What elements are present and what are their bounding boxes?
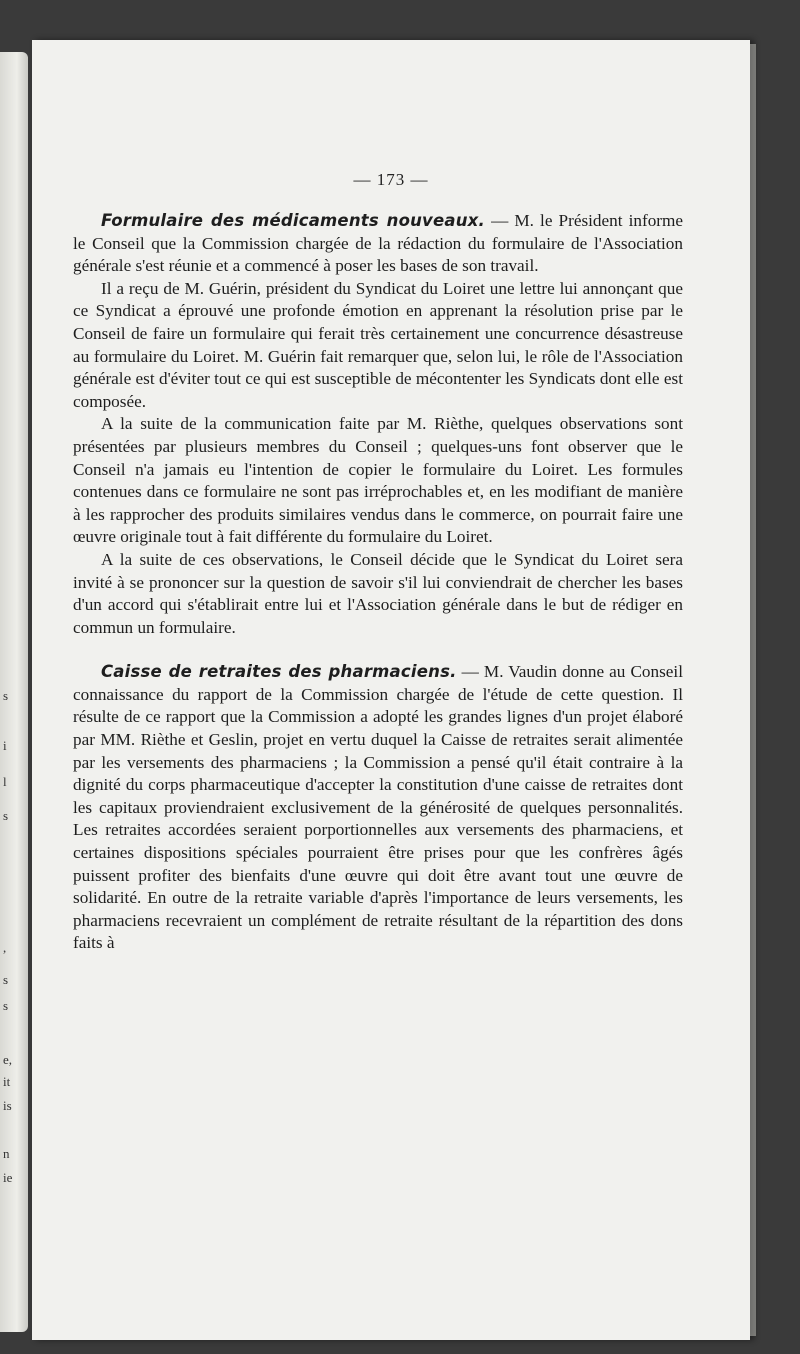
margin-fragment: ,: [3, 940, 7, 955]
section-heading: Formulaire des médicaments nouveaux.: [101, 211, 485, 230]
margin-fragment: it: [3, 1074, 11, 1089]
margin-fragment: s: [3, 808, 9, 823]
paragraph: A la suite de la communication faite par M. Rièthe, quelques observations sont présentées par plusieurs membres du Conseil ; quelques-uns font observer que le Conseil n'a jamais eu l'intention de copier le formulaire du Loiret. Les formules contenues dans ce formulaire ne sont pas irréprochables et, en les modifiant de manière à les rapprocher des produits similaires vendus dans le commerce, on pourrait faire une œuvre originale tout à fait différente du formulaire du Loiret.: [73, 414, 683, 547]
section-heading: Caisse de retraites des pharmaciens.: [101, 662, 457, 682]
margin-fragment: is: [3, 1098, 12, 1113]
margin-fragment: i: [3, 738, 7, 753]
margin-fragment: s: [3, 998, 9, 1013]
paragraph: [73, 661, 683, 955]
book-page: [32, 40, 750, 1340]
margin-fragment: l: [3, 774, 7, 789]
paragraph: [73, 210, 683, 278]
margin-fragment: e,: [3, 1052, 13, 1067]
paragraph-text: — M. le Président informe le Conseil que la Commission chargée de la rédaction du formulaire de l'Association générale s'est réunie et a commencé à poser les bases de son travail.: [73, 211, 684, 276]
margin-fragment: s: [3, 972, 9, 987]
margin-fragment: n: [3, 1146, 10, 1161]
paragraph: A la suite de ces observations, le Conseil décide que le Syndicat du Loiret sera invité à se prononcer sur la question de savoir s'il lui conviendrait de chercher les bases d'un accord qui s'établirait entre lui et l'Association générale dans le but de rédiger en commun un formulaire.: [73, 549, 683, 637]
page-body: [73, 210, 683, 955]
margin-fragment: s: [3, 688, 9, 703]
paragraph: Il a reçu de M. Guérin, président du Syndicat du Loiret une lettre lui annonçant que ce Syndicat a éprouvé une profonde émotion en apprenant la résolution prise par le Conseil de faire un formulaire qui ferait très certainement une concurrence désastreuse au formulaire du Loiret. M. Guérin fait remarquer que, selon lui, le rôle de l'Association générale est d'éviter tout ce qui est susceptible de mécontenter les Syndicats dont elle est composée.: [73, 278, 683, 411]
page-number: — 173 —: [353, 170, 429, 189]
paragraph-text: — M. Vaudin donne au Conseil connaissance du rapport de la Commission chargée de l'étude de cette question. Il résulte de ce rapport que la Commission a adopté les grandes lignes d'un projet élaboré par MM. Rièthe et Geslin, projet en vertu duquel la Caisse de retraites serait alimentée par les versements des pharmaciens ; la Commission a pensé qu'il était contraire à la dignité du corps pharmaceutique d'accepter la constitution d'une caisse de retraites dont les capitaux proviendraient exclusivement de la générosité de quelques personnalités. Les retraites accordées seraient porportionnelles aux versements des pharmaciens, et certaines dispositions spéciales pourraient être prises pour que les confrères âgés puissent profiter des bienfaits d'une œuvre qui doit être avant tout une œuvre de solidarité. En outre de la retraite variable d'après l'importance de leurs versements, les pharmaciens recevraient un complément de retraite résultant de la répartition des dons faits à: [73, 662, 683, 953]
margin-fragment: ie: [3, 1170, 13, 1185]
facing-page-edge: [0, 52, 28, 1332]
